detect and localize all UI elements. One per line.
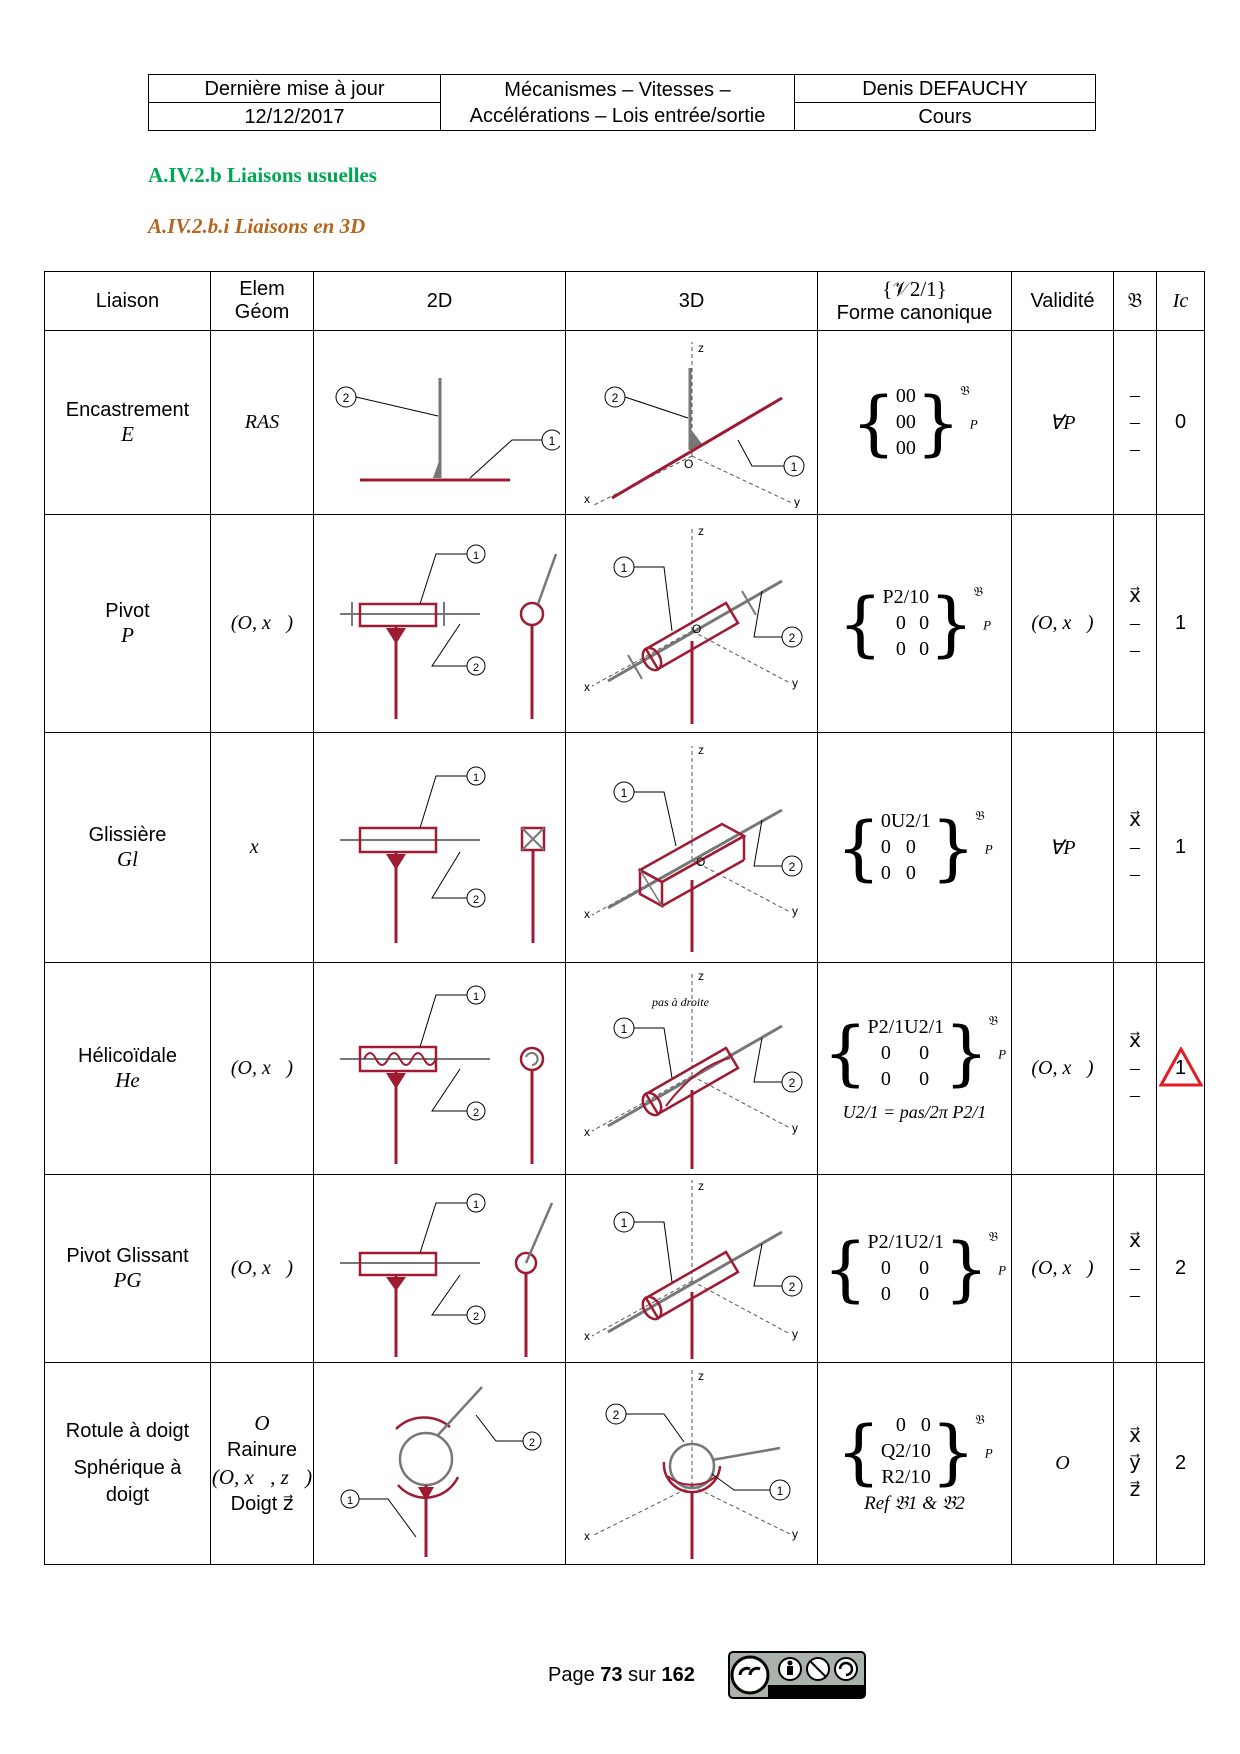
base-line: – xyxy=(1130,1057,1140,1079)
col-canonical-2: Forme canonique xyxy=(836,302,993,324)
axis-z: z xyxy=(697,969,704,983)
liaison-abbr: Gl xyxy=(117,846,138,871)
matrix-cell: P2/1 xyxy=(867,1015,905,1038)
label-1: 1 xyxy=(620,561,627,575)
ic: 1 xyxy=(1157,733,1205,963)
liaisons-table xyxy=(44,271,1205,1565)
elem-geom xyxy=(211,1363,314,1565)
liaison-name xyxy=(45,963,211,1175)
col-validite: Validité xyxy=(1012,272,1114,331)
rotule-doigt-2d-diagram xyxy=(320,1369,560,1559)
liaison-name-text: Encastrement xyxy=(65,398,190,421)
base xyxy=(1114,1175,1157,1363)
col-2d: 2D xyxy=(314,272,566,331)
header-title xyxy=(441,75,795,131)
elem-geom: (O, x⃗) xyxy=(211,515,314,733)
matrix-cell: 0 xyxy=(895,1414,906,1436)
ic xyxy=(1157,963,1205,1175)
elem-geom: x⃗ xyxy=(211,733,314,963)
axis-z: z xyxy=(697,524,704,538)
label-2: 2 xyxy=(472,661,479,674)
liaison-abbr: He xyxy=(115,1067,140,1092)
validite: ∀P xyxy=(1012,331,1114,515)
elem-geom-line: Doigt z⃗ xyxy=(230,1492,294,1515)
table-row xyxy=(45,1363,1205,1565)
base-line: – xyxy=(1130,384,1140,406)
col-3d: 3D xyxy=(566,272,818,331)
drawing-2d xyxy=(314,515,566,733)
matrix-cell: 0 xyxy=(905,836,916,858)
liaison-abbr: P xyxy=(121,622,134,647)
basis-symbol: 𝔅 xyxy=(973,584,984,600)
encastrement-2d-diagram xyxy=(320,338,560,508)
matrix-cell: Q2/1 xyxy=(880,1440,921,1462)
origin-label: O xyxy=(691,622,701,636)
validite: (O, x⃗) xyxy=(1012,963,1114,1175)
basis-symbol: 𝔅 xyxy=(960,383,970,399)
canonical-form: { P2/1 U2/1 0 0 0 0 }$^𝔅$P xyxy=(818,1175,1012,1363)
origin-label: O xyxy=(695,855,705,869)
label-1: 1 xyxy=(472,771,479,784)
base-line: – xyxy=(1130,639,1140,661)
matrix-cell: 0 xyxy=(919,638,930,660)
drawing-3d xyxy=(566,331,818,515)
pivot-2d-diagram xyxy=(320,524,560,724)
point-subscript: P xyxy=(998,1261,1007,1277)
label-1: 1 xyxy=(776,1484,783,1498)
label-1: 1 xyxy=(472,1198,479,1211)
elem-geom: (O, x⃗) xyxy=(211,963,314,1175)
header-table xyxy=(148,74,1096,131)
label-2: 2 xyxy=(611,390,618,405)
matrix-cell: 0 xyxy=(920,1414,931,1436)
liaison-name-text: Hélicoïdale xyxy=(78,1044,177,1067)
matrix-cell: 0 xyxy=(895,612,906,634)
col-canonical-1: {𝒱2/1} xyxy=(882,277,947,301)
helicoidale-3d-diagram xyxy=(572,966,812,1171)
liaison-name xyxy=(45,331,211,515)
matrix-cell: 0 xyxy=(919,1283,930,1305)
base-line: x⃗ xyxy=(1129,1230,1141,1252)
matrix-cell: 0 xyxy=(905,862,916,884)
col-liaison: Liaison xyxy=(45,272,211,331)
liaison-name-text: Pivot Glissant xyxy=(66,1244,189,1267)
base-line: x⃗ xyxy=(1129,1425,1141,1447)
matrix-cell: 0 xyxy=(919,586,930,608)
axis-y: y xyxy=(791,904,798,918)
drawing-2d xyxy=(314,1363,566,1565)
drawing-2d xyxy=(314,733,566,963)
matrix-cell: U2/1 xyxy=(904,1015,945,1038)
canonical-form: { 0 0 0 0 0 0 }$^𝔅$P xyxy=(818,331,1012,515)
liaison-name xyxy=(45,515,211,733)
basis-symbol: 𝔅 xyxy=(975,808,985,824)
glissiere-3d-diagram xyxy=(572,740,812,955)
footer-total-pages: 162 xyxy=(661,1664,695,1686)
label-1: 1 xyxy=(620,786,627,800)
cc-license-badge-icon xyxy=(728,1651,866,1699)
base xyxy=(1114,733,1157,963)
ic: 1 xyxy=(1157,515,1205,733)
liaison-name xyxy=(45,1363,211,1565)
col-canonical xyxy=(818,272,1012,331)
axis-y: y xyxy=(791,676,798,690)
base-line: – xyxy=(1130,863,1140,885)
matrix-cell: 0 xyxy=(880,1041,891,1064)
base-line: y⃗ xyxy=(1129,1452,1141,1474)
point-subscript: P xyxy=(969,415,978,431)
drawing-3d xyxy=(566,1363,818,1565)
validite: ∀P xyxy=(1012,733,1114,963)
matrix-cell: 0 xyxy=(895,638,906,660)
validite: O xyxy=(1012,1363,1114,1565)
matrix-cell: 0 xyxy=(905,385,916,407)
axis-z: z xyxy=(697,1369,704,1383)
pivot-glissant-3d-diagram xyxy=(572,1176,812,1361)
matrix-cell: 0 xyxy=(880,1067,891,1090)
base xyxy=(1114,963,1157,1175)
footer-prefix: Page xyxy=(548,1664,595,1686)
base-line: – xyxy=(1130,1284,1140,1306)
canonical-form: { 0 U2/1 0 0 0 0 }$^𝔅$P xyxy=(818,733,1012,963)
table-header-row xyxy=(45,272,1205,331)
validite: (O, x⃗) xyxy=(1012,1175,1114,1363)
table-row xyxy=(45,963,1205,1175)
matrix-cell: 0 xyxy=(880,1257,891,1279)
pivot-glissant-2d-diagram xyxy=(320,1179,560,1359)
validite: (O, x⃗) xyxy=(1012,515,1114,733)
canonical-form: { P2/1 0 0 0 0 0 }$^𝔅$P xyxy=(818,515,1012,733)
rotule-doigt-3d-diagram xyxy=(572,1366,812,1561)
base-line: x⃗ xyxy=(1129,585,1141,607)
header-doc-type: Cours xyxy=(795,103,1096,131)
point-subscript: P xyxy=(984,1444,993,1460)
label-2: 2 xyxy=(472,893,479,906)
matrix-cell: 0 xyxy=(880,862,891,884)
liaison-name xyxy=(45,1175,211,1363)
origin-label: O xyxy=(683,456,693,471)
matrix-cell: 0 xyxy=(919,1067,930,1090)
matrix-cell: 0 xyxy=(920,1466,931,1488)
matrix-cell: 0 xyxy=(905,437,916,459)
page-footer xyxy=(548,1664,695,1687)
basis-symbol: 𝔅 xyxy=(988,1229,999,1245)
elem-geom: RAS xyxy=(211,331,314,515)
drawing-3d xyxy=(566,733,818,963)
drawing-2d xyxy=(314,963,566,1175)
base-line: – xyxy=(1130,836,1140,858)
axis-x: x xyxy=(583,907,590,921)
canonical-form: { 0 0 Q2/1 0 R2/1 0 }$^𝔅$P Ref 𝔅1 & 𝔅2 xyxy=(818,1363,1012,1565)
elem-geom-line: Rainure xyxy=(226,1438,298,1461)
matrix-cell: 0 xyxy=(919,1041,930,1064)
basis-symbol: 𝔅 xyxy=(988,1014,999,1029)
header-date: 12/12/2017 xyxy=(149,103,441,131)
table-row xyxy=(45,1175,1205,1363)
point-subscript: P xyxy=(983,616,992,632)
matrix-cell: U2/1 xyxy=(904,1231,945,1253)
base xyxy=(1114,331,1157,515)
reference-bases: Ref 𝔅1 & 𝔅2 xyxy=(864,1492,965,1514)
label-1: 1 xyxy=(472,549,479,562)
axis-y: y xyxy=(791,1527,798,1541)
table-row xyxy=(45,331,1205,515)
label-2: 2 xyxy=(342,390,349,405)
drawing-3d xyxy=(566,1175,818,1363)
helicoidale-2d-diagram xyxy=(320,969,560,1169)
matrix-cell: 0 xyxy=(905,411,916,433)
header-title-line2: Accélérations – Lois entrée/sortie xyxy=(469,104,766,127)
base-line: – xyxy=(1130,1257,1140,1279)
basis-symbol: 𝔅 xyxy=(975,1412,985,1428)
axis-x: x xyxy=(583,1125,590,1139)
col-ic: Ic xyxy=(1157,272,1205,331)
glissiere-2d-diagram xyxy=(320,748,560,948)
drawing-2d xyxy=(314,331,566,515)
axis-x: x xyxy=(583,1329,590,1343)
drawing-3d xyxy=(566,963,818,1175)
col-elem-geom-2: Géom xyxy=(234,301,290,323)
label-2: 2 xyxy=(472,1310,479,1323)
axis-z: z xyxy=(697,1179,704,1193)
axis-z: z xyxy=(697,743,704,757)
liaison-name-text: Pivot xyxy=(105,599,150,622)
ic: 2 xyxy=(1157,1175,1205,1363)
elem-geom: (O, x⃗) xyxy=(211,1175,314,1363)
ic-value: 1 xyxy=(1174,1057,1187,1079)
axis-y: y xyxy=(791,1121,798,1135)
label-2: 2 xyxy=(528,1436,535,1449)
axis-y: y xyxy=(793,494,800,508)
label-1: 1 xyxy=(620,1022,627,1036)
label-2: 2 xyxy=(612,1408,619,1422)
liaison-abbr: E xyxy=(121,421,134,446)
label-2: 2 xyxy=(472,1106,479,1119)
liaison-name-text: Rotule à doigt xyxy=(65,1420,190,1442)
col-elem-geom-1: Elem xyxy=(239,278,285,300)
pitch-label: pas à droite xyxy=(651,995,709,1009)
label-1: 1 xyxy=(620,1216,627,1230)
matrix-cell: 0 xyxy=(895,437,906,459)
base-line: – xyxy=(1130,1084,1140,1106)
drawing-3d xyxy=(566,515,818,733)
point-subscript: P xyxy=(984,840,993,856)
table-row xyxy=(45,515,1205,733)
ic: 2 xyxy=(1157,1363,1205,1565)
label-1: 1 xyxy=(790,459,797,474)
matrix-cell: U2/1 xyxy=(890,810,931,832)
elem-geom-line: (O, x⃗, z⃗) xyxy=(211,1464,313,1489)
matrix-cell: P2/1 xyxy=(867,1231,905,1253)
col-elem-geom xyxy=(211,272,314,331)
matrix-cell: 0 xyxy=(880,810,891,832)
col-base: 𝔅 xyxy=(1114,272,1157,331)
axis-z: z xyxy=(697,340,704,355)
axis-y: y xyxy=(791,1327,798,1341)
matrix-cell: 0 xyxy=(919,1257,930,1279)
footer-page-number: 73 xyxy=(600,1664,623,1686)
axis-x: x xyxy=(583,680,590,694)
label-2: 2 xyxy=(788,1076,795,1090)
base-line: x⃗ xyxy=(1129,809,1141,831)
encastrement-3d-diagram xyxy=(572,338,812,508)
subsection-title: A.IV.2.b.i Liaisons en 3D xyxy=(148,214,366,238)
label-1: 1 xyxy=(346,1494,353,1507)
pivot-3d-diagram xyxy=(572,521,812,726)
matrix-cell: 0 xyxy=(919,612,930,634)
matrix-cell: 0 xyxy=(880,1283,891,1305)
axis-x: x xyxy=(583,1529,590,1543)
liaison-abbr: PG xyxy=(113,1267,142,1292)
label-2: 2 xyxy=(788,860,795,874)
header-last-update-label: Dernière mise à jour xyxy=(149,75,441,103)
liaison-name-text: Glissière xyxy=(88,823,167,846)
matrix-cell: 0 xyxy=(895,385,906,407)
liaison-name xyxy=(45,733,211,963)
axis-x: x xyxy=(583,491,590,506)
header-author: Denis DEFAUCHY xyxy=(795,75,1096,103)
base xyxy=(1114,515,1157,733)
base-line: z⃗ xyxy=(1129,1479,1141,1501)
label-1: 1 xyxy=(548,433,555,448)
base-line: – xyxy=(1130,411,1140,433)
label-2: 2 xyxy=(788,1280,795,1294)
base-line: – xyxy=(1130,438,1140,460)
elem-geom-line: O xyxy=(254,1410,270,1435)
point-subscript: P xyxy=(998,1046,1007,1062)
table-row xyxy=(45,733,1205,963)
ic: 0 xyxy=(1157,331,1205,515)
pitch-relation: U2/1 = pas/2π P2/1 xyxy=(842,1102,987,1122)
section-title: A.IV.2.b Liaisons usuelles xyxy=(148,163,377,187)
base xyxy=(1114,1363,1157,1565)
matrix-cell: 0 xyxy=(895,411,906,433)
base-line: – xyxy=(1130,612,1140,634)
matrix-cell: P2/1 xyxy=(882,586,920,608)
liaison-name-text: Sphérique à xyxy=(73,1457,182,1479)
matrix-cell: 0 xyxy=(880,836,891,858)
footer-sep: sur xyxy=(628,1664,656,1686)
canonical-form: { P2/1 U2/1 0 0 0 0 }$^𝔅$P U2/1 = pas/2π P2/1 xyxy=(818,963,1012,1175)
base-line: x⃗ xyxy=(1129,1030,1141,1052)
matrix-cell: R2/1 xyxy=(881,1466,921,1488)
matrix-cell: 0 xyxy=(920,1440,931,1462)
label-1: 1 xyxy=(472,990,479,1003)
label-2: 2 xyxy=(788,631,795,645)
liaison-name-text: doigt xyxy=(105,1484,150,1506)
header-title-line1: Mécanismes – Vitesses – xyxy=(504,78,731,101)
drawing-2d xyxy=(314,1175,566,1363)
